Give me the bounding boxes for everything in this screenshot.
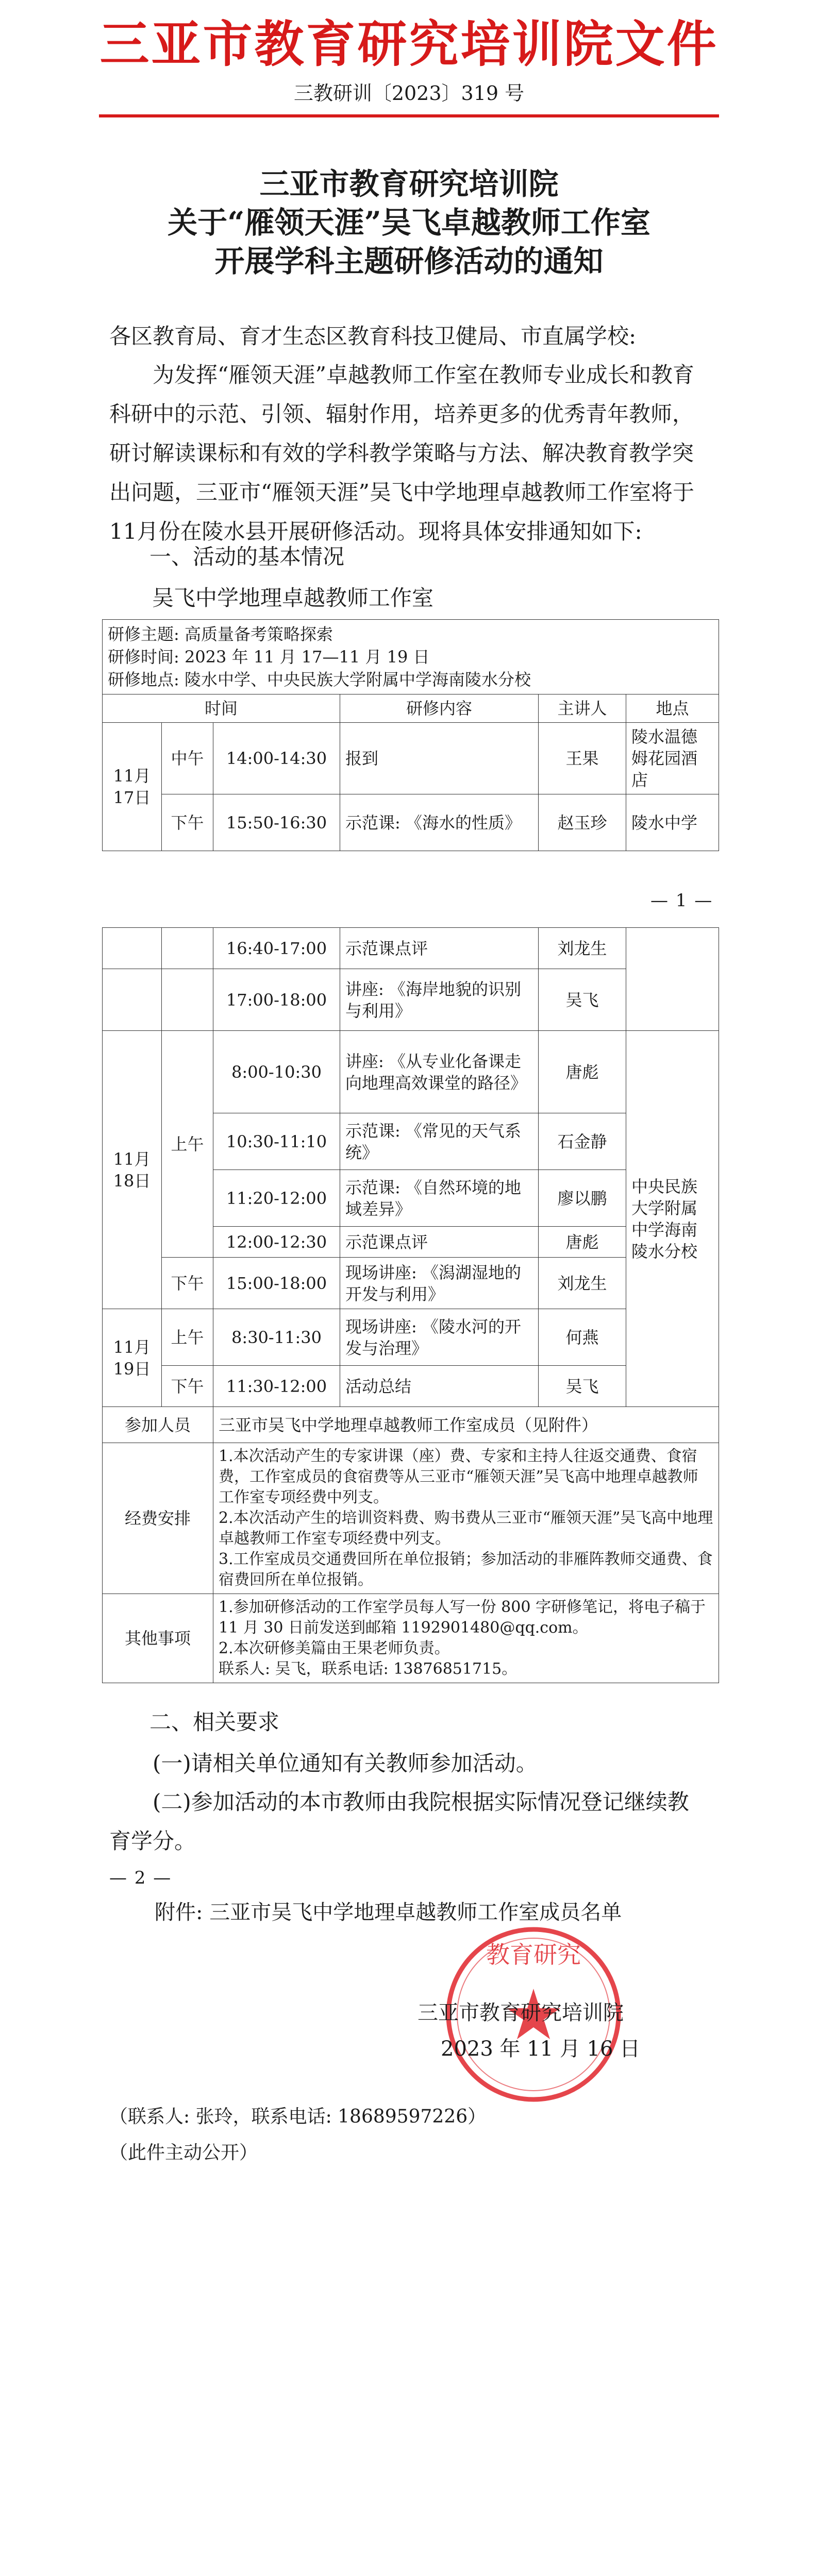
period-afternoon: 下午 (162, 1258, 213, 1309)
blank-cell (103, 928, 162, 969)
row-content: 示范课: 《自然环境的地域差异》 (340, 1170, 539, 1227)
study-place: 研修地点: 陵水中学、中央民族大学附属中学海南陵水分校 (108, 670, 531, 689)
salutation: 各区教育局、育才生态区教育科技卫健局、市直属学校: (109, 324, 637, 349)
row-content: 示范课: 《常见的天气系统》 (340, 1113, 539, 1170)
page-number-2: — 2 — (109, 1868, 172, 1888)
seal-text: 教育研究 (486, 1941, 581, 1969)
row-speaker: 唐彪 (539, 1227, 626, 1258)
signature-date: 2023 年 11 月 16 日 (441, 2037, 641, 2061)
header-red-line (99, 114, 719, 117)
header-content: 研修内容 (340, 694, 539, 723)
schedule-table-part2 (102, 927, 719, 1683)
intro-paragraph: 为发挥“雁领天涯”卓越教师工作室在教师专业成长和教育科研中的示范、引领、辐射作用，培养更多的优秀青年教师，研讨解读课标和有效的学科教学策略与方法、解决教育教学突出问题，三亚市“雁领天涯”吴飞中学地理卓越教师工作室将于11月份在陵水县开展研修活动。现将具体安排通知如下: (109, 362, 694, 544)
row-time: 16:40-17:00 (213, 928, 340, 969)
blank-place-cell (626, 928, 719, 1031)
row-speaker: 吴飞 (539, 1366, 626, 1407)
period-afternoon: 下午 (162, 1366, 213, 1407)
row-time: 15:50-16:30 (213, 794, 340, 851)
period-afternoon: 下午 (162, 794, 213, 851)
notice-title-line3: 开展学科主题研修活动的通知 (214, 244, 604, 279)
row-time: 8:30-11:30 (213, 1309, 340, 1366)
blank-cell (103, 969, 162, 1031)
study-time: 研修时间: 2023 年 11 月 17—11 月 19 日 (108, 647, 430, 667)
row-time: 17:00-18:00 (213, 969, 340, 1031)
other-value: 1.参加研修活动的工作室学员每人写一份 800 字研修笔记，将电子稿于 11 月 30 日前发送到邮箱 1192901480@qq.com。 2.本次研修美篇由王果老师负责。 联系人: 吴飞，联系电话: 13876851715。 (213, 1594, 719, 1683)
row-time: 8:00-10:30 (213, 1031, 340, 1113)
row-time: 11:30-12:00 (213, 1366, 340, 1407)
section-heading-2: 二、相关要求 (149, 1709, 280, 1735)
row-content: 现场讲座: 《陵水河的开发与治理》 (340, 1309, 539, 1366)
venue-cell: 中央民族大学附属中学海南陵水分校 (626, 1031, 719, 1407)
row-speaker: 刘龙生 (539, 1258, 626, 1309)
notice-title-line1: 三亚市教育研究培训院 (259, 166, 559, 201)
row-time: 11:20-12:00 (213, 1170, 340, 1227)
row-speaker: 廖以鹏 (539, 1170, 626, 1227)
participants-label: 参加人员 (103, 1407, 213, 1443)
studio-name: 吴飞中学地理卓越教师工作室 (152, 585, 434, 611)
period-noon: 中午 (162, 723, 213, 794)
row-content: 讲座: 《海岸地貌的识别与利用》 (340, 969, 539, 1031)
section-heading-1: 一、活动的基本情况 (149, 544, 345, 569)
participants-value: 三亚市吴飞中学地理卓越教师工作室成员（见附件） (213, 1407, 719, 1443)
other-label: 其他事项 (103, 1594, 213, 1683)
period-morning: 上午 (162, 1031, 213, 1258)
header-speaker: 主讲人 (539, 694, 626, 723)
header-time: 时间 (103, 694, 340, 723)
row-speaker: 刘龙生 (539, 928, 626, 969)
page-number-1: — 1 — (650, 890, 713, 911)
row-content: 讲座: 《从专业化备课走向地理高效课堂的路径》 (340, 1031, 539, 1113)
blank-cell (162, 969, 213, 1031)
row-content: 示范课点评 (340, 1227, 539, 1258)
schedule-table-part1 (102, 619, 719, 851)
notice-title-line2: 关于“雁领天涯”吴飞卓越教师工作室 (168, 205, 650, 240)
date-cell-19: 11月19日 (103, 1309, 162, 1407)
blank-cell (162, 928, 213, 969)
funding-value: 1.本次活动产生的专家讲课（座）费、专家和主持人往返交通费、食宿费，工作室成员的食宿费等从三亚市“雁领天涯”吴飞高中地理卓越教师工作室专项经费中列支。 2.本次活动产生的培训资料费、购书费从三亚市“雁领天涯”吴飞高中地理卓越教师工作室专项经费中列支。 3.工作室成员交通费回所在单位报销；参加活动的非雁阵教师交通费、食宿费回所在单位报销。 (213, 1443, 719, 1594)
signature-organization: 三亚市教育研究培训院 (418, 2001, 624, 2025)
document-number: 三教研训〔2023〕319 号 (293, 82, 525, 105)
funding-label: 经费安排 (103, 1443, 213, 1594)
date-cell-17: 11月17日 (103, 723, 162, 851)
period-morning: 上午 (162, 1309, 213, 1366)
row-time: 10:30-11:10 (213, 1113, 340, 1170)
row-speaker: 王果 (539, 723, 626, 794)
row-content: 活动总结 (340, 1366, 539, 1407)
agency-title: 三亚市教育研究培训院文件 (99, 15, 719, 73)
date-cell-18: 11月18日 (103, 1031, 162, 1309)
row-time: 12:00-12:30 (213, 1227, 340, 1258)
row-speaker: 唐彪 (539, 1031, 626, 1113)
attachment-note: 附件: 三亚市吴飞中学地理卓越教师工作室成员名单 (155, 1901, 622, 1924)
row-content: 现场讲座: 《潟湖湿地的开发与利用》 (340, 1258, 539, 1309)
row-content: 报到 (340, 723, 539, 794)
row-place: 陵水温德姆花园酒店 (626, 723, 719, 794)
row-time: 15:00-18:00 (213, 1258, 340, 1309)
row-speaker: 吴飞 (539, 969, 626, 1031)
row-content: 示范课点评 (340, 928, 539, 969)
study-topic: 研修主题: 高质量备考策略探索 (108, 624, 333, 644)
row-time: 14:00-14:30 (213, 723, 340, 794)
row-speaker: 何燕 (539, 1309, 626, 1366)
requirement-1: (一)请相关单位通知有关教师参加活动。 (153, 1751, 538, 1776)
contact-info: （联系人: 张玲，联系电话: 18689597226） (109, 2106, 487, 2127)
row-place: 陵水中学 (626, 794, 719, 851)
row-speaker: 石金静 (539, 1113, 626, 1170)
row-content: 示范课: 《海水的性质》 (340, 794, 539, 851)
publicity-note: （此件主动公开） (109, 2142, 258, 2163)
row-speaker: 赵玉珍 (539, 794, 626, 851)
requirement-2: (二)参加活动的本市教师由我院根据实际情况登记继续教育学分。 (109, 1789, 689, 1854)
header-place: 地点 (626, 694, 719, 723)
